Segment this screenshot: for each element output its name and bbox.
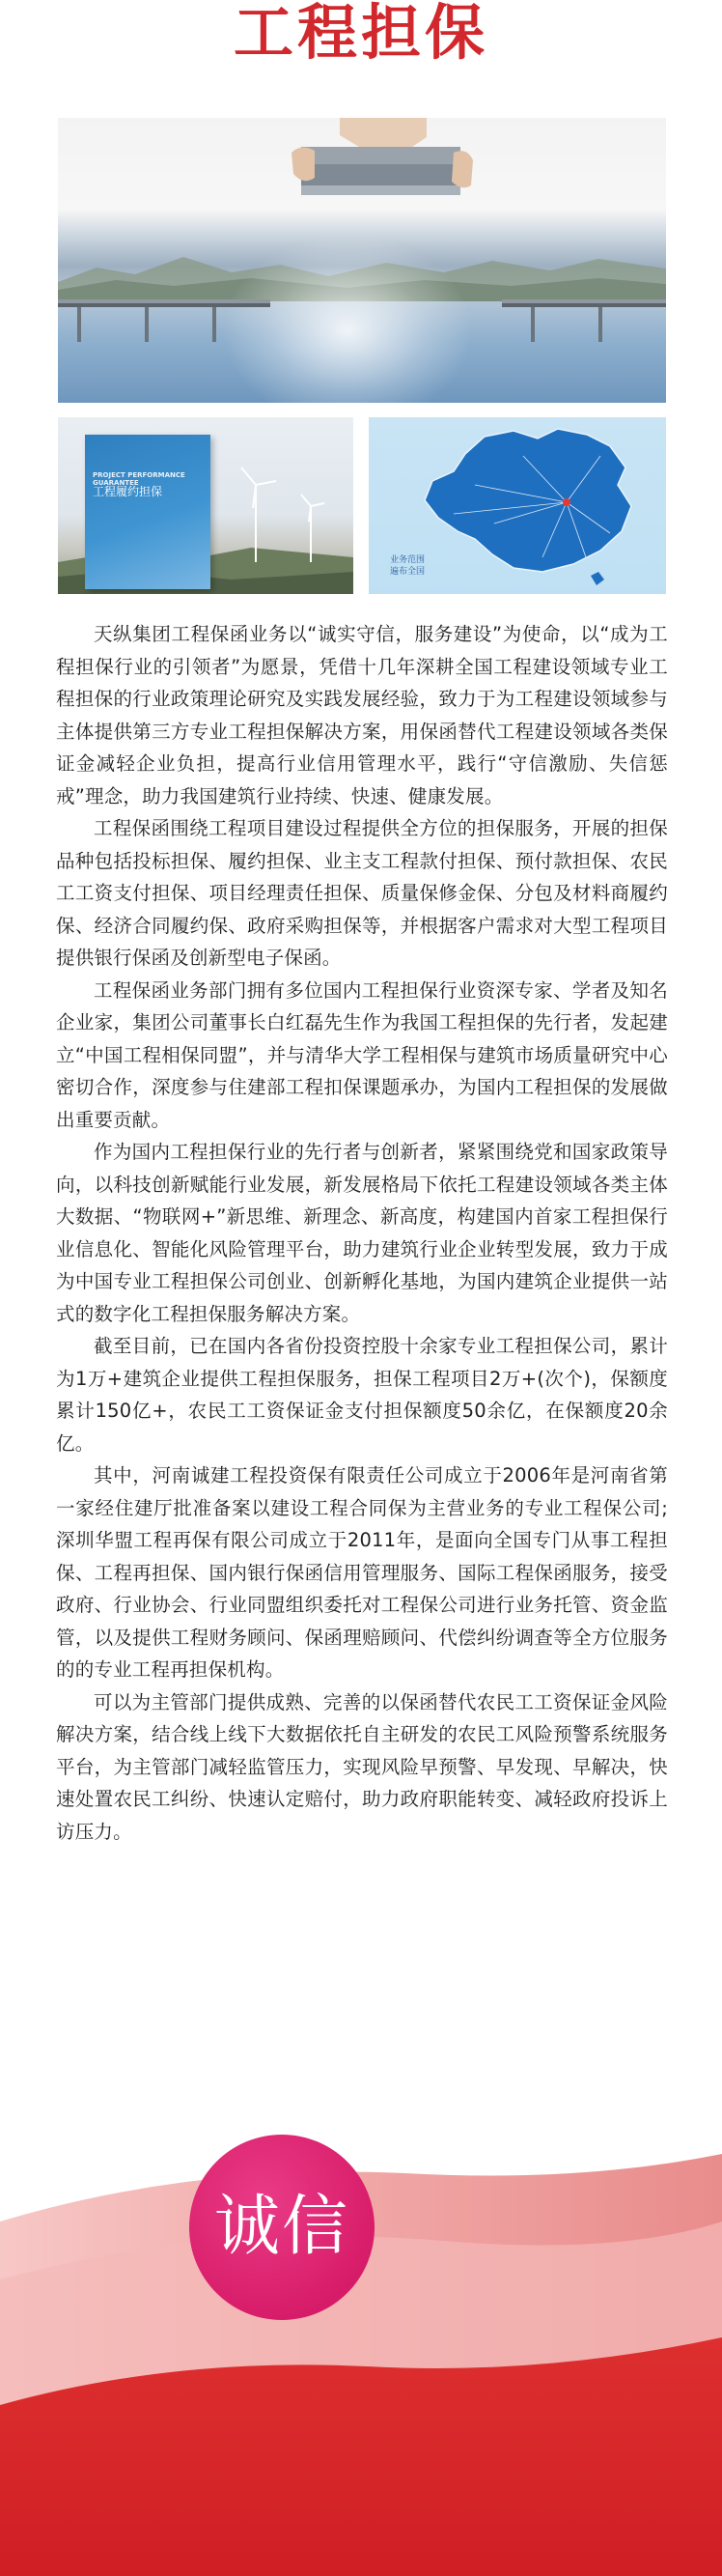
book-chinese-title: 工程履约担保 [93,485,163,498]
map-caption-line2: 遍布全国 [390,567,426,577]
paragraph: 截至目前，已在国内各省份投资控股十余家专业工程担保公司，累计为1万+建筑企业提供工程担保服务，担保工程项目2万+(次个)，保额度累计150亿+，农民工工资保证金支付担保额度50余亿，在保额度20余亿。 [56,1335,668,1455]
page-title: 工程担保 [233,0,488,68]
article-body [56,618,668,1848]
china-coverage-map [369,417,666,594]
map-caption [390,554,425,578]
paragraph: 工程保函业务部门拥有多位国内工程担保行业资深专家、学者及知名企业家，集团公司董事长白红磊先生作为我国工程担保的先行者，发起建立“中国工程相保同盟”，并与清华大学工程相保与建筑市场质量研究中心密切合作，深度参与住建部工程扣保课题承办，为国内工程担保的发展做出重要贡献。 [56,978,668,1131]
guarantee-book-image [58,417,353,594]
paragraph: 可以为主管部门提供成熟、完善的以保函替代农民工工资保证金风险解决方案，结合线上线下大数据依托自主研发的农民工风险预警系统服务平台，为主管部门减轻监管压力，实现风险早预警、早发现、早解决，快速处置农民工纠纷、快速认定赔付，助力政府职能转变、减轻政府投诉上访压力。 [56,1690,668,1843]
paragraph: 工程保函围绕工程项目建设过程提供全方位的担保服务，开展的担保品种包括投标担保、履约担保、业主支工程款付担保、预付款担保、农民工工资支付担保、项目经理责任担保、质量保修金保、分包及材料商履约保、经济合同履约保、政府采购担保等，并根据客户需求对大型工程项目提供银行保函及创新型电子保函。 [56,817,668,969]
hand-holding-steel-beam-over-bridge-icon [282,118,475,234]
book-english-title: PROJECT PERFORMANCE GUARANTEE [93,471,185,487]
guarantee-book [85,435,210,589]
bottom-red-wave-banner [0,2077,722,2576]
map-caption-line1: 业务范围 [390,555,426,565]
bridge-icon [58,290,666,348]
paragraph: 天纵集团工程保函业务以“诚实守信，服务建设”为使命，以“成为工程担保行业的引领者”为愿景，凭借十几年深耕全国工程建设领域专业工程担保的行业政策理论研究及实践发展经验，致力于为工程建设领域参与主体提供第三方专业工程担保解决方案，用保函替代工程建设领域各类保证金减轻企业负担，提高行业信用管理水平，践行“守信激励、失信惩戒”理念，助力我国建筑行业持续、快速、健康发展。 [56,623,668,807]
paragraph: 其中，河南诚建工程投资保有限责任公司成立于2006年是河南省第一家经住建厅批准备案以建设工程合同保为主营业务的专业工程保公司;深圳华盟工程再保有限公司成立于2011年，是面向全国专门从事工程担保、工程再担保、国内银行保函信用管理服务、国际工程保函服务，接受政府、行业协会、行业同盟组织委托对工程保公司进行业务托管、资金监管，以及提供工程财务顾问、保函理赔顾问、代偿纠纷调查等全方位服务的的专业工程再担保机构。 [56,1464,668,1681]
hero-image [58,118,666,403]
paragraph: 作为国内工程担保行业的先行者与创新者，紧紧围绕党和国家政策导向，以科技创新赋能行业发展，新发展格局下依托工程建设领域各类主体大数据、“物联网+”新思维、新理念、新高度，构建国内首家工程担保行业信息化、智能化风险管理平台，助力建筑行业企业转型发展，致力于成为中国专业工程担保公司创业、创新孵化基地，为国内建筑企业提供一站式的数字化工程担保服务解决方案。 [56,1141,668,1325]
integrity-seal: 诚信 [189,2135,375,2320]
